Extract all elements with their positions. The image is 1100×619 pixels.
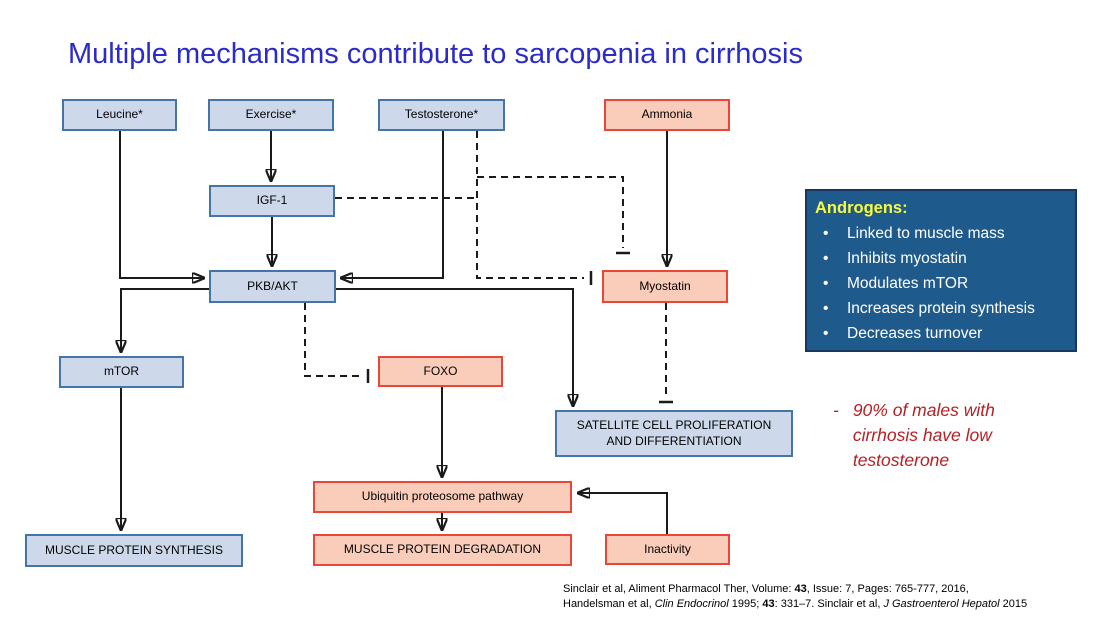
citation-segment: Clin Endocrinol [654, 598, 729, 610]
node-foxo: FOXO [378, 356, 503, 387]
citation-segment: J Gastroenterol Hepatol [883, 598, 1000, 610]
node-myostatin: Myostatin [602, 270, 728, 303]
node-satellite-cell: SATELLITE CELL PROLIFERATION AND DIFFERENTIATION [555, 410, 793, 457]
androgens-bullet-item [815, 246, 1067, 271]
page-title: Multiple mechanisms contribute to sarcopenia in cirrhosis [68, 38, 803, 70]
androgens-bullet-text: Modulates mTOR [847, 275, 969, 292]
citation-segment: 2015 [999, 598, 1028, 610]
arrow-inactivity-to-ubiquitin [578, 493, 667, 534]
androgens-bullet-text: Linked to muscle mass [847, 225, 1005, 242]
node-leucine: Leucine* [62, 99, 177, 131]
citation-line-2 [563, 597, 1093, 612]
node-ammonia: Ammonia [604, 99, 730, 131]
arrow-testosterone-to-pkbakt [341, 131, 443, 278]
node-mtor: mTOR [59, 356, 184, 388]
node-muscle-protein-degradation: MUSCLE PROTEIN DEGRADATION [313, 534, 572, 566]
androgens-bullet-item [815, 296, 1067, 321]
inhibit-testosterone-to-myostatin-top [477, 177, 623, 248]
androgens-bullet-text: Decreases turnover [847, 325, 983, 342]
node-inactivity: Inactivity [605, 534, 730, 565]
androgens-bullet-item [815, 221, 1067, 246]
citation-line-1 [563, 582, 1093, 597]
note-line: testosterone [852, 450, 950, 470]
citation-segment: 43 [762, 598, 775, 610]
node-ubiquitin-pathway: Ubiquitin proteosome pathway [313, 481, 572, 513]
androgens-bullet-text: Inhibits myostatin [847, 250, 967, 267]
arrow-pkbakt-to-satellite [336, 289, 573, 406]
androgens-panel-heading: Androgens: [815, 199, 908, 217]
androgens-panel [805, 189, 1077, 352]
citation-segment: Sinclair et al, Aliment Pharmacol Ther, Volume: [563, 583, 795, 595]
androgens-bullet-text: Increases protein synthesis [847, 300, 1035, 317]
testosterone-note [833, 398, 1043, 473]
citation-segment: 43 [794, 583, 807, 595]
citation-segment: Handelsman et al, [563, 598, 655, 610]
citations [563, 582, 1093, 612]
androgens-bullet-list [815, 221, 1067, 346]
node-testosterone: Testosterone* [378, 99, 505, 131]
androgens-bullet-item [815, 321, 1067, 346]
node-igf1: IGF-1 [209, 185, 335, 217]
node-muscle-protein-synthesis: MUSCLE PROTEIN SYNTHESIS [25, 534, 243, 567]
citation-segment: , Issue: 7, Pages: 765-777, 2016, [806, 583, 969, 595]
node-pkb-akt: PKB/AKT [209, 270, 336, 303]
citation-segment: : 331–7. Sinclair et al, [774, 598, 884, 610]
arrow-pkbakt-to-mtor [121, 289, 209, 352]
note-dash: - [833, 400, 839, 420]
note-line: cirrhosis have low [852, 425, 992, 445]
note-line: 90% of males with [852, 400, 995, 420]
inhibit-pkbakt-to-foxo [305, 303, 361, 376]
note-text [853, 398, 995, 473]
arrow-leucine-to-pkbakt [120, 131, 204, 278]
androgens-bullet-item [815, 271, 1067, 296]
citation-segment: 1995; [728, 598, 763, 610]
inhibit-testosterone-to-myostatin-left [477, 131, 584, 278]
node-exercise: Exercise* [208, 99, 334, 131]
